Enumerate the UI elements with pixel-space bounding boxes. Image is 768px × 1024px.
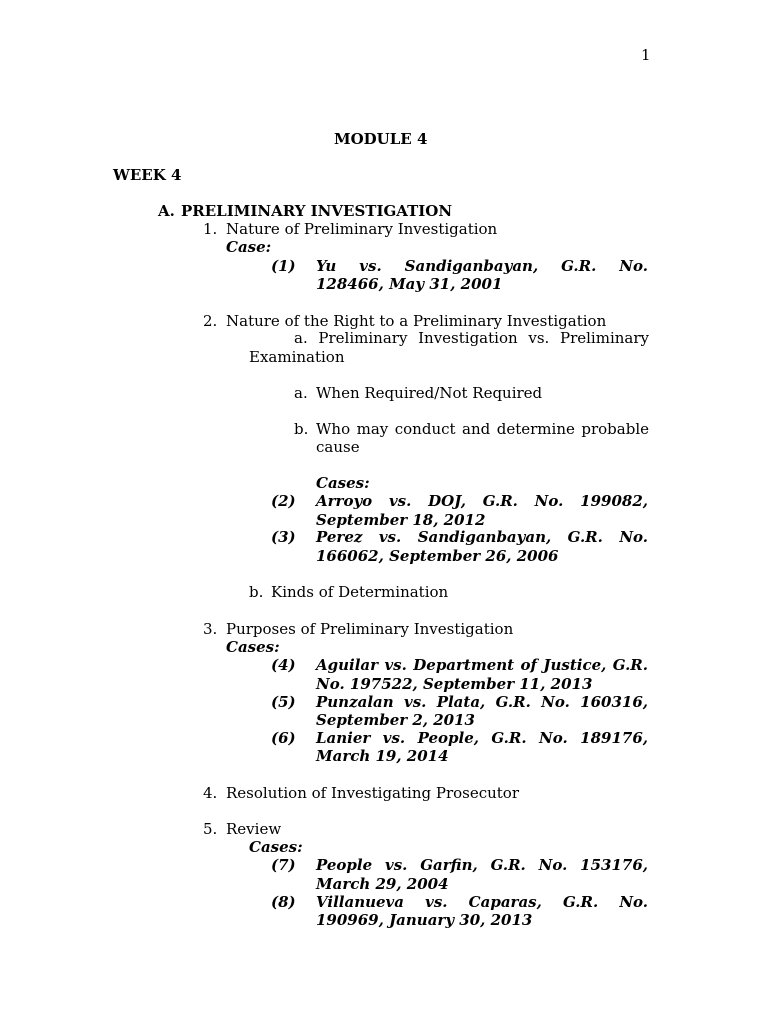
case-7-line-2: March 29, 2004 <box>316 875 449 893</box>
sub-a-text: When Required/Not Required <box>316 384 543 402</box>
item-4-title: Resolution of Investigating Prosecutor <box>226 784 520 802</box>
module-title: MODULE 4 <box>334 130 428 148</box>
case-4-line-1: Aguilar vs. Department of Justice, G.R. <box>316 656 648 674</box>
case-8-line-1: Villanueva vs. Caparas, G.R. No. <box>316 893 648 911</box>
item-4-number: 4. <box>203 784 218 802</box>
item-2-number: 2. <box>203 312 218 330</box>
case-3-number: (3) <box>271 528 296 546</box>
case-5-line-2: September 2, 2013 <box>316 711 475 729</box>
sub-b-line-1: Who may conduct and determine probable <box>316 420 649 438</box>
case-7-line-1: People vs. Garfin, G.R. No. 153176, <box>316 856 648 874</box>
section-a-marker: A. <box>158 202 175 220</box>
week-title: WEEK 4 <box>113 166 182 184</box>
sub-a-first-line-2: Examination <box>249 348 345 366</box>
case-2-line-2: September 18, 2012 <box>316 511 486 529</box>
item-5-number: 5. <box>203 820 218 838</box>
case-8-line-2: 190969, January 30, 2013 <box>316 911 533 929</box>
case-8-number: (8) <box>271 893 296 911</box>
case-3-line-2: 166062, September 26, 2006 <box>316 547 559 565</box>
kinds-text: Kinds of Determination <box>271 583 449 601</box>
case-6-line-2: March 19, 2014 <box>316 747 449 765</box>
sub-b-line-2: cause <box>316 438 360 456</box>
sub-a-first-line-1: a. Preliminary Investigation vs. Preliminary <box>294 329 649 347</box>
case-1-number: (1) <box>271 257 296 275</box>
item-3-number: 3. <box>203 620 218 638</box>
section-a-title: PRELIMINARY INVESTIGATION <box>181 202 453 220</box>
case-1-line-2: 128466, May 31, 2001 <box>316 275 503 293</box>
sub-a-marker: a. <box>294 384 308 402</box>
sub-b-marker: b. <box>294 420 309 438</box>
item-5-title: Review <box>226 820 282 838</box>
case-2-line-1: Arroyo vs. DOJ, G.R. No. 199082, <box>316 492 648 510</box>
case-5-line-1: Punzalan vs. Plata, G.R. No. 160316, <box>316 693 648 711</box>
item-1-number: 1. <box>203 220 218 238</box>
case-4-number: (4) <box>271 656 296 674</box>
cases-label: Cases: <box>226 638 280 656</box>
case-5-number: (5) <box>271 693 296 711</box>
case-3-line-1: Perez vs. Sandiganbayan, G.R. No. <box>316 528 648 546</box>
case-1-line-1: Yu vs. Sandiganbayan, G.R. No. <box>316 257 648 275</box>
page-number: 1 <box>641 46 651 64</box>
case-6-number: (6) <box>271 729 296 747</box>
item-3-title: Purposes of Preliminary Investigation <box>226 620 514 638</box>
case-2-number: (2) <box>271 492 296 510</box>
cases-label: Cases: <box>249 838 303 856</box>
case-7-number: (7) <box>271 856 296 874</box>
case-label: Case: <box>226 238 272 256</box>
cases-label: Cases: <box>316 474 370 492</box>
item-2-title: Nature of the Right to a Preliminary Investigation <box>226 312 607 330</box>
case-6-line-1: Lanier vs. People, G.R. No. 189176, <box>316 729 648 747</box>
item-1-title: Nature of Preliminary Investigation <box>226 220 498 238</box>
kinds-marker: b. <box>249 583 264 601</box>
case-4-line-2: No. 197522, September 11, 2013 <box>316 675 593 693</box>
